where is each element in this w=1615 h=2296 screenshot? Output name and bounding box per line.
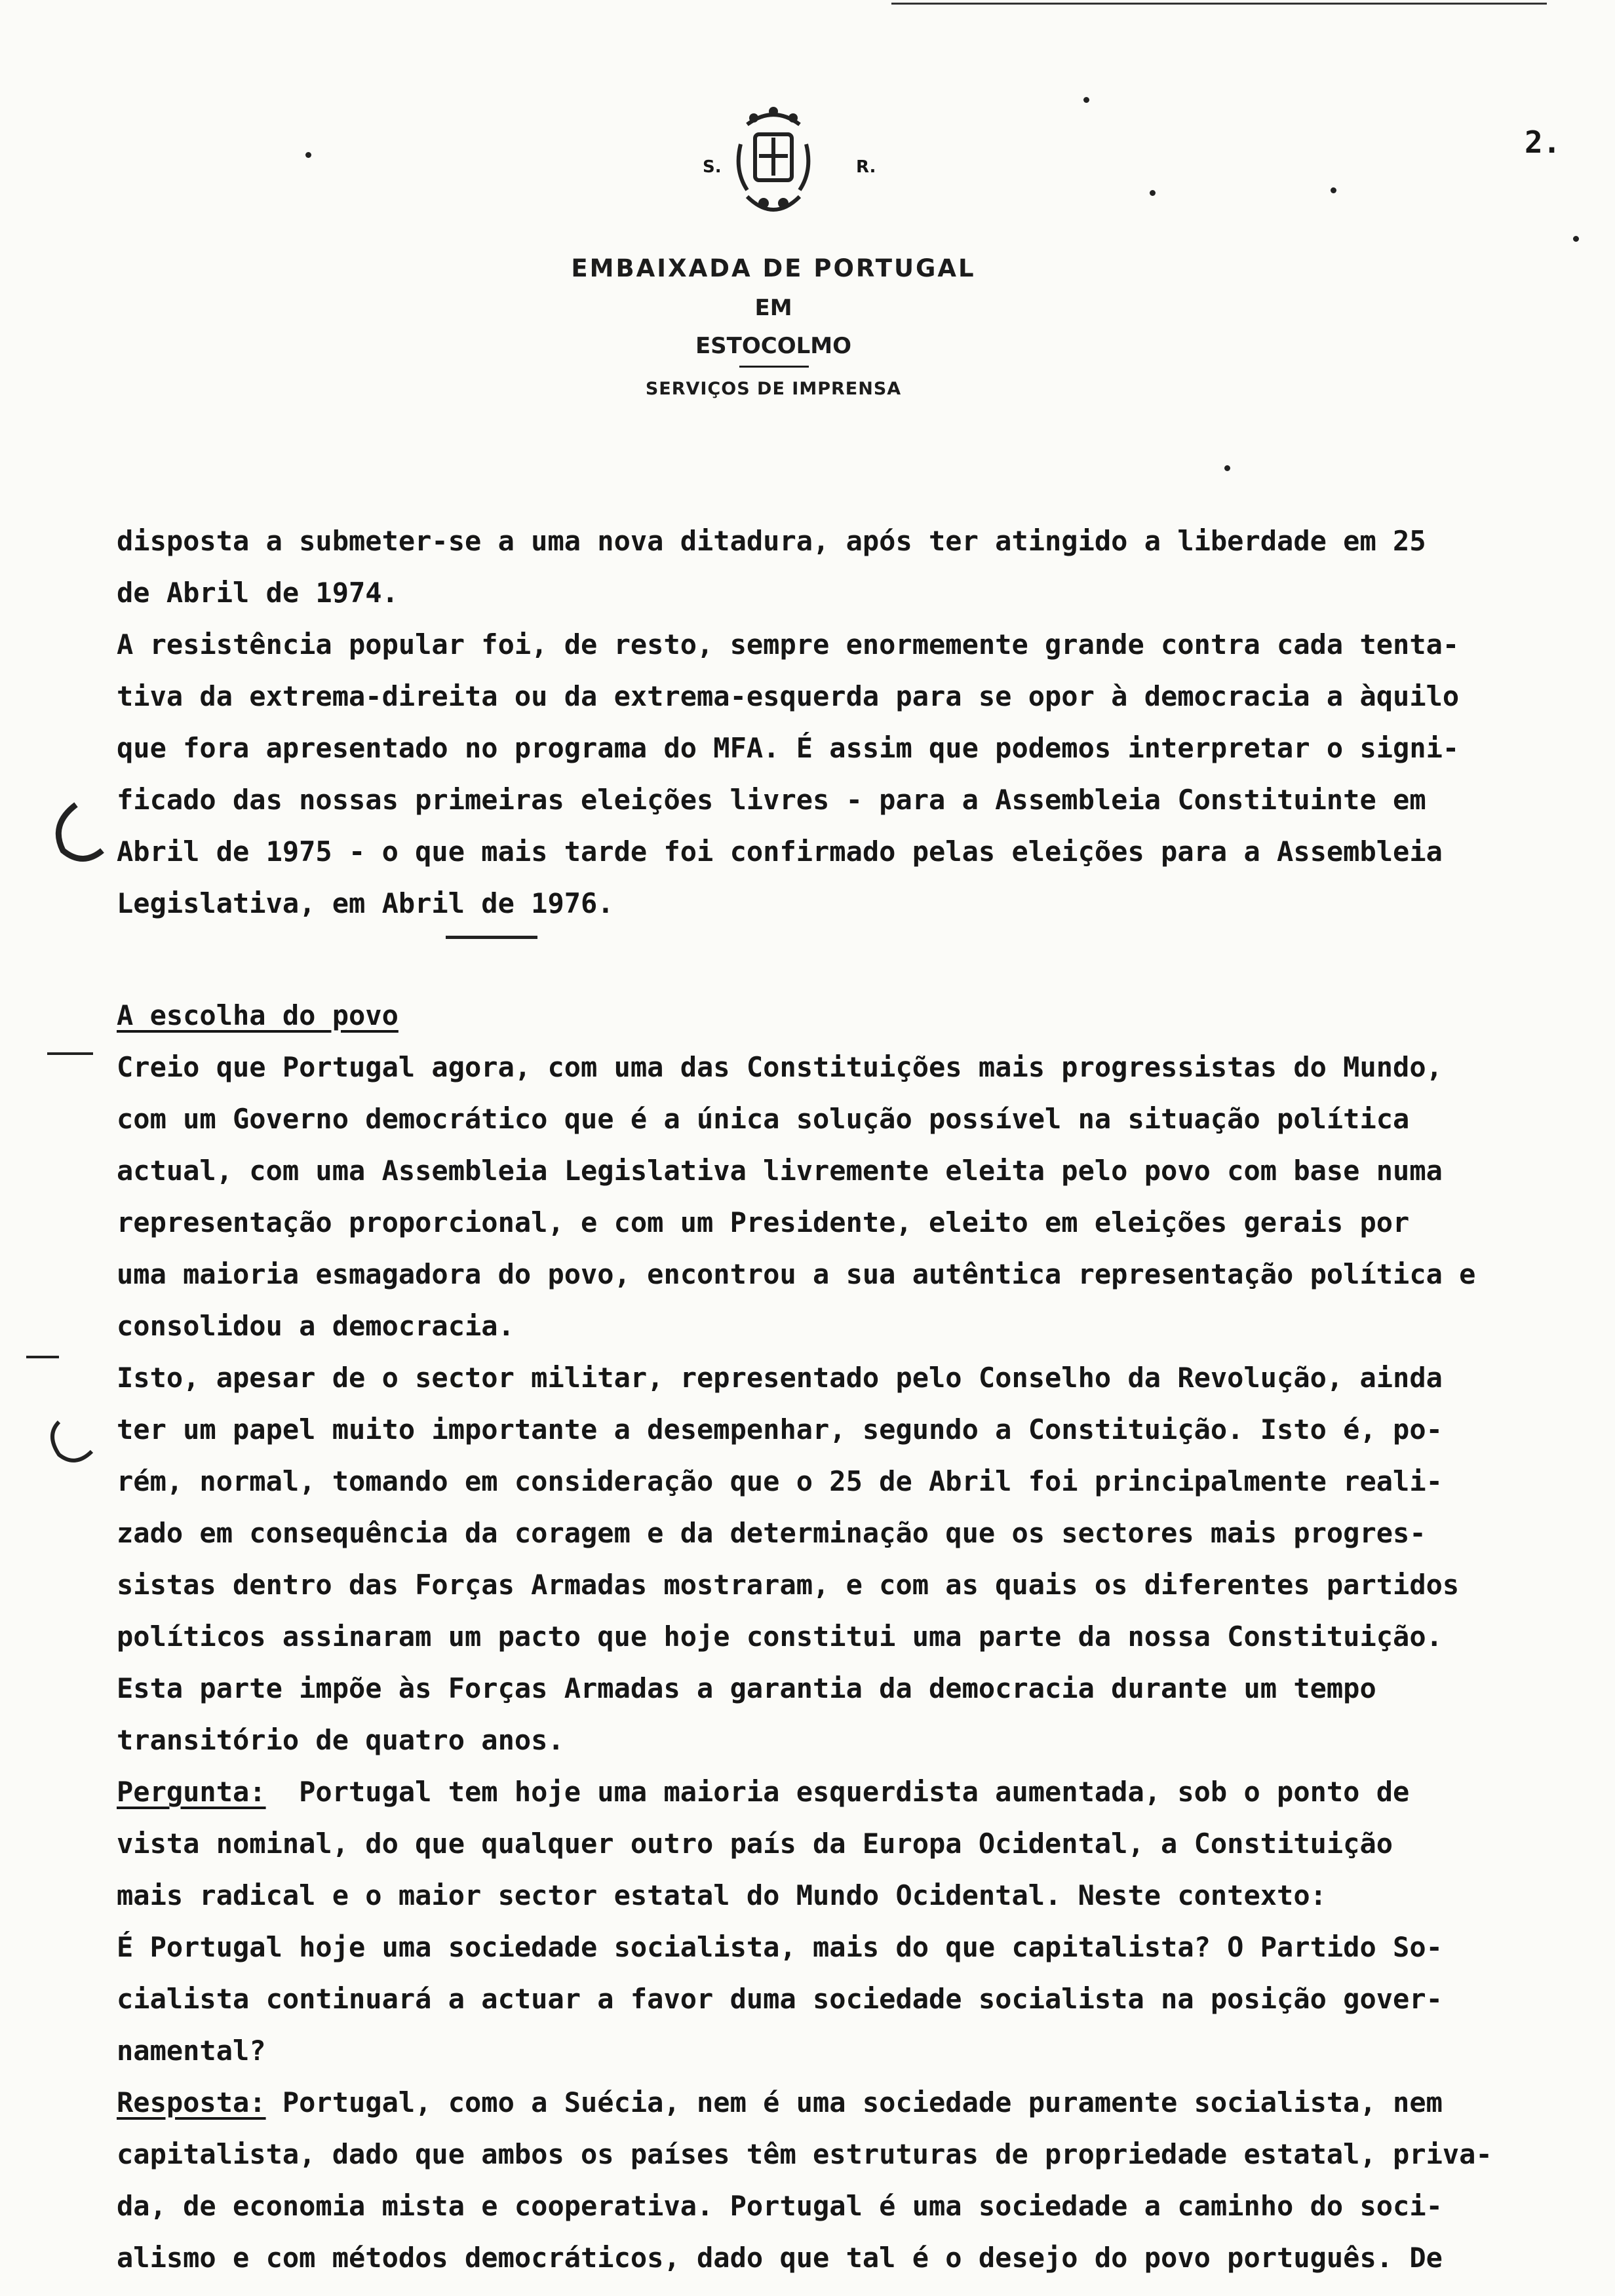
press-service: SERVIÇOS DE IMPRENSA	[645, 379, 902, 399]
margin-dash	[446, 936, 537, 939]
answer-label: Resposta:	[117, 2086, 266, 2118]
text-line: consolidou a democracia.	[117, 1310, 515, 1342]
text-line: actual, com uma Assembleia Legislativa livremente eleita pelo povo com base numa	[117, 1155, 1443, 1187]
text-line: tiva da extrema-direita ou da extrema-esquerda para se opor à democracia a àquilo	[117, 680, 1460, 712]
embassy-em: EM	[754, 295, 792, 321]
margin-bracket-mark	[46, 1415, 98, 1474]
scan-speck	[305, 152, 311, 158]
text-line: cialista continuará a actuar a favor duma sociedade socialista na posição gover-	[117, 1983, 1443, 2015]
answer-first-line	[117, 2076, 1598, 2128]
text-span: Portugal, como a Suécia, nem é uma sociedade puramente socialista, nem	[265, 2086, 1443, 2118]
seal-left-letter: S.	[703, 157, 722, 177]
paragraph-3	[117, 1352, 1598, 1766]
text-line: É Portugal hoje uma sociedade socialista, mais do que capitalista? O Partido So-	[117, 1931, 1443, 1963]
scan-speck	[1150, 190, 1156, 196]
scan-speck	[1083, 97, 1089, 103]
embassy-city: ESTOCOLMO	[695, 333, 852, 359]
text-line: disposta a submeter-se a uma nova ditadura, após ter atingido a liberdade em 25	[117, 525, 1426, 557]
question-first-line	[117, 1766, 1598, 1818]
text-line: da, de economia mista e cooperativa. Portugal é uma sociedade a caminho do soci-	[117, 2190, 1443, 2222]
text-line: ficado das nossas primeiras eleições livres - para a Assembleia Constituinte em	[117, 784, 1426, 816]
text-line: que fora apresentado no programa do MFA. É assim que podemos interpretar o signi-	[117, 732, 1460, 764]
text-line: mais radical e o maior sector estatal do Mundo Ocidental. Neste contexto:	[117, 1879, 1327, 1911]
text-line: de Abril de 1974.	[117, 577, 399, 609]
text-line: namental?	[117, 2035, 266, 2067]
text-line: com um Governo democrático que é a única solução possível na situação política	[117, 1103, 1410, 1135]
text-span: Portugal tem hoje uma maioria esquerdista aumentada, sob o ponto de	[265, 1776, 1410, 1808]
page-number: 2.	[1525, 124, 1561, 160]
top-edge-line	[891, 3, 1547, 5]
scan-speck	[1224, 465, 1230, 471]
answer-block	[117, 2076, 1598, 2284]
text-line: ter um papel muito importante a desempenhar, segundo a Constituição. Isto é, po-	[117, 1413, 1443, 1445]
text-line: capitalista, dado que ambos os países têm estruturas de propriedade estatal, priva-	[117, 2138, 1492, 2170]
paragraph-gap	[117, 929, 1598, 989]
text-line: Creio que Portugal agora, com uma das Constituições mais progressistas do Mundo,	[117, 1051, 1443, 1083]
text-line: transitório de quatro anos.	[117, 1724, 564, 1756]
coat-of-arms-icon	[708, 98, 839, 229]
scan-speck	[1573, 236, 1579, 242]
text-line: rém, normal, tomando em consideração que o 25 de Abril foi principalmente reali-	[117, 1465, 1443, 1497]
seal-right-letter: R.	[856, 157, 876, 177]
text-line: sistas dentro das Forças Armadas mostraram, e com as quais os diferentes partidos	[117, 1569, 1460, 1601]
question-block	[117, 1766, 1598, 2076]
text-line: zado em consequência da coragem e da determinação que os sectores mais progres-	[117, 1517, 1426, 1549]
question-label: Pergunta:	[117, 1776, 266, 1808]
scan-speck	[1331, 187, 1336, 193]
text-line: Legislativa, em Abril de 1976.	[117, 887, 614, 919]
margin-bracket-mark	[43, 798, 109, 870]
text-line: A resistência popular foi, de resto, sempre enormemente grande contra cada tenta-	[117, 628, 1460, 660]
margin-dash	[47, 1052, 93, 1055]
paragraph-2	[117, 1041, 1598, 1352]
text-line: vista nominal, do que qualquer outro país da Europa Ocidental, a Constituição	[117, 1827, 1393, 1860]
text-line: Abril de 1975 - o que mais tarde foi confirmado pelas eleições para a Assembleia	[117, 835, 1443, 868]
text-line: representação proporcional, e com um Presidente, eleito em eleições gerais por	[117, 1206, 1410, 1238]
text-line: políticos assinaram um pacto que hoje constitui uma parte da nossa Constituição.	[117, 1620, 1443, 1653]
paragraph-1	[117, 515, 1598, 929]
text-line: Isto, apesar de o sector militar, representado pelo Conselho da Revolução, ainda	[117, 1362, 1443, 1394]
text-line: alismo e com métodos democráticos, dado que tal é o desejo do povo português. De	[117, 2242, 1443, 2274]
section-heading: A escolha do povo	[117, 999, 399, 1031]
text-line: Esta parte impõe às Forças Armadas a garantia da democracia durante um tempo	[117, 1672, 1376, 1704]
text-line: uma maioria esmagadora do povo, encontrou a sua autêntica representação política e	[117, 1258, 1476, 1290]
header-divider	[739, 366, 809, 368]
embassy-name: EMBAIXADA DE PORTUGAL	[571, 254, 976, 282]
margin-dash	[26, 1356, 59, 1358]
letter-body	[117, 515, 1598, 2284]
